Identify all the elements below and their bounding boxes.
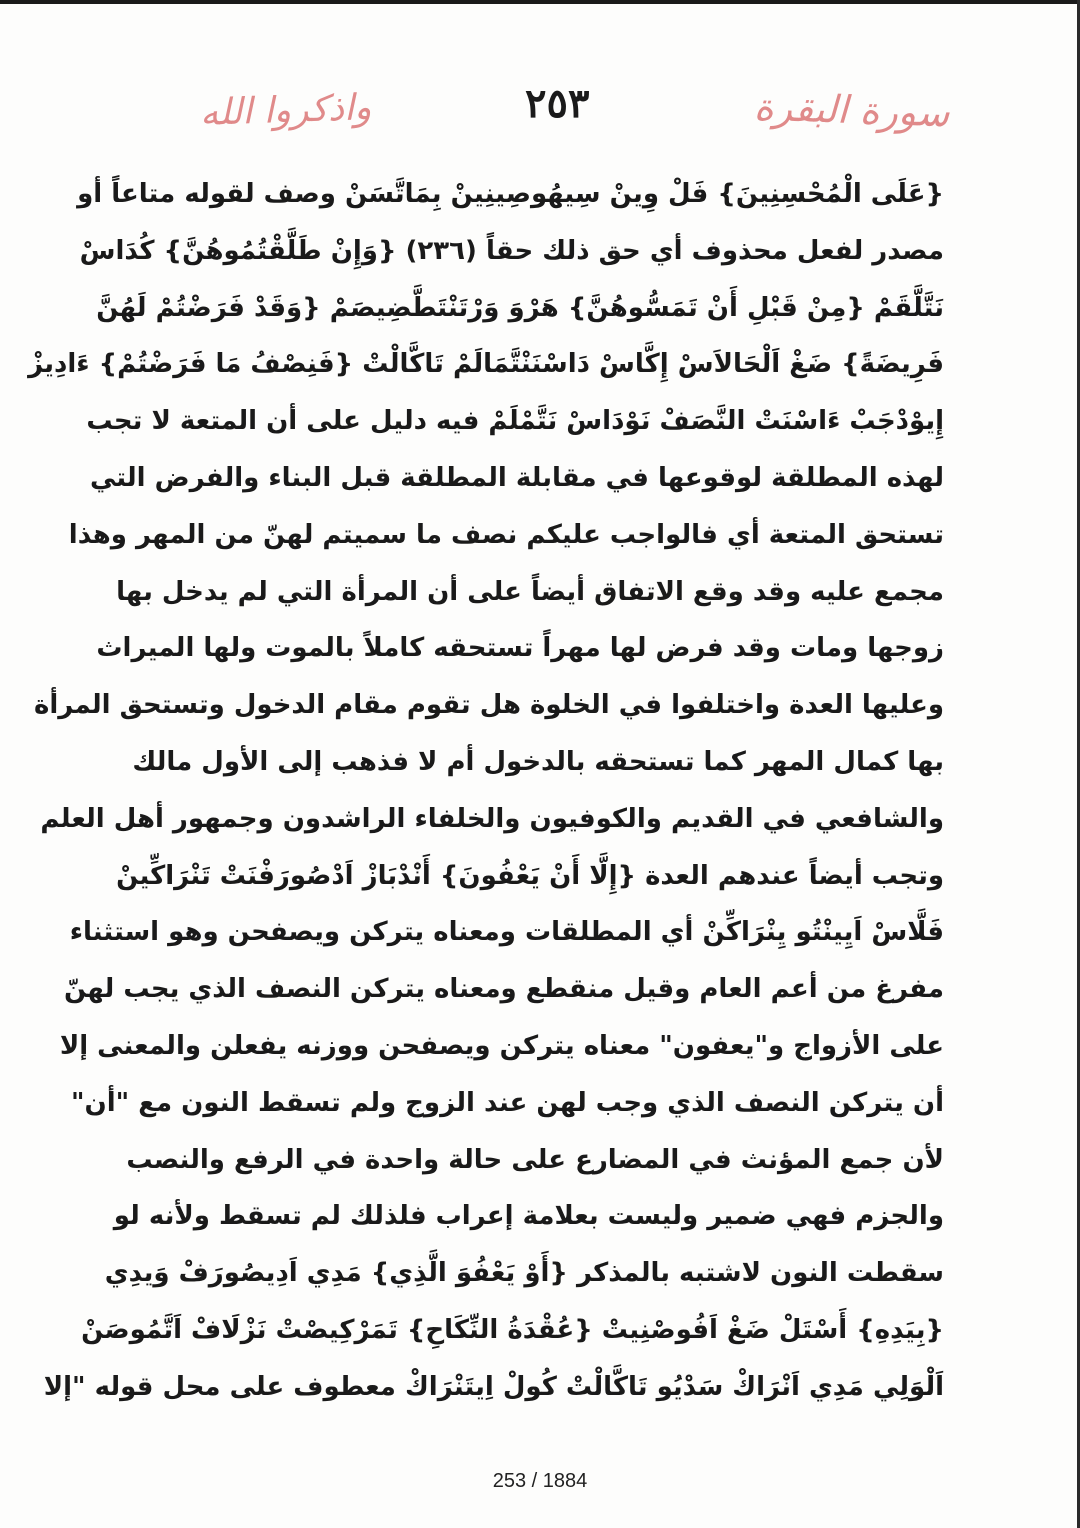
text-line: {عَلَى الْمُحْسِنِينَ} فَلْ وِينْ سِيهُوصِينِينْ بِمَاتَّسَنْ وصف لقوله متاعاً أو (77, 179, 944, 209)
text-line: زوجها ومات وقد فرض لها مهراً تستحقه كاملاً بالموت ولها الميراث (96, 633, 944, 664)
page-header (170, 80, 960, 150)
surah-name-handwritten: سورة البقرة (753, 84, 951, 136)
text-line: فَلَّاسْ اَيِينْتُو يِنْرَاكِّنْ أي المطلقات ومعناه يتركن ويصفحن وهو استثناء (69, 917, 944, 948)
text-line: مصدر لفعل محذوف أي حق ذلك حقاً (٢٣٦) {وَإِنْ طَلَّقْتُمُوهُنَّ} كُدَاسْ (79, 235, 944, 266)
text-line: لأن جمع المؤنث في المضارع على حالة واحدة في الرفع والنصب (126, 1144, 944, 1175)
text-line: مفرغ من أعم العام وقيل منقطع ومعناه يتركن النصف الذي يجب لهنّ (63, 974, 944, 1005)
text-line: وتجب أيضاً عندهم العدة {إِلَّا أَنْ يَعْفُونَ} أَنْدْبَازْ اَدْصُورَفْنَتْ تَنْرَاكِّينْ (116, 860, 944, 891)
text-line: فَرِيضَةً} ضَغْ اَلْحَالاَسْ إِكَّاسْ دَاسْنَنْتَّمَالَمْ تَاكَّالْتْ {فَنِصْفُ مَا فَرَضْتُمْ} ءَادِيزْ (28, 349, 944, 380)
text-line: نَتَّلَّقَمْ {مِنْ قَبْلِ أَنْ تَمَسُّوهُنَّ} هَرْوَ وَرْتَنْتَطَّضِيصَمْ {وَقَدْ فَرَضْتُمْ لَهُنَّ (96, 292, 944, 323)
text-line: اَلْوَلِي مَدِي اَنْرَاكْ سَدْيُو تَاكَّالْتْ كُولْ اِيتَنْرَاكْ معطوف على محل قوله "إلا (43, 1371, 944, 1402)
text-line: بها كمال المهر كما تستحقه بالدخول أم لا فذهب إلى الأول مالك (132, 746, 944, 777)
text-line: تستحق المتعة أي فالواجب عليكم نصف ما سميتم لهنّ من المهر وهذا (68, 519, 944, 550)
page-indicator: 253 / 1884 (492, 1470, 588, 1492)
text-line: سقطت النون لاشتبه بالمذكر {أَوْ يَعْفُوَ الَّذِي} مَدِي اَدِيصُورَفْ وَيدِي (104, 1258, 944, 1289)
text-line: وعليها العدة واختلفوا في الخلوة هل تقوم مقام الدخول وتستحق المرأة (34, 690, 944, 721)
text-line: لهذه المطلقة لوقوعها في مقابلة المطلقة قبل البناء والفرض التي (89, 462, 944, 493)
text-line: والجزم فهي ضمير وليست بعلامة إعراب فلذلك لم تسقط ولأنه لو (113, 1201, 944, 1232)
text-line: على الأزواج و"يعفون" معناه يتركن ويصفحن ووزنه يفعلن والمعنى إلا (59, 1030, 944, 1061)
text-line: إِيوْدْجَبْ ءَاسْنَتْ النَّصَفْ نَوْدَاسْ نَتَّمْلَمْ فيه دليل على أن المتعة لا تجب (86, 406, 944, 437)
text-line: {بِيَدِهِ} أَسْتَلْ ضَغْ اَفُوصْنِيتْ {عُقْدَةُ النِّكَاحِ} تَمَرْكِيصْتْ نَزْلَافْ اَتَّمُوصَنْ (81, 1314, 944, 1345)
text-line: مجمع عليه وقد وقع الاتفاق أيضاً على أن المرأة التي لم يدخل بها (116, 576, 944, 607)
body-text (28, 166, 944, 1416)
text-line: والشافعي في القديم والكوفيون والخلفاء الراشدون وجمهور أهل العلم (40, 803, 944, 834)
text-line: أن يتركن النصف الذي وجب لهن عند الزوج ولم تسقط النون مع "أن" (71, 1087, 944, 1118)
margin-note-handwritten: واذكروا الله (199, 87, 373, 134)
page-top-edge (0, 0, 1080, 4)
page-number: ٢٥٣ (525, 80, 590, 127)
